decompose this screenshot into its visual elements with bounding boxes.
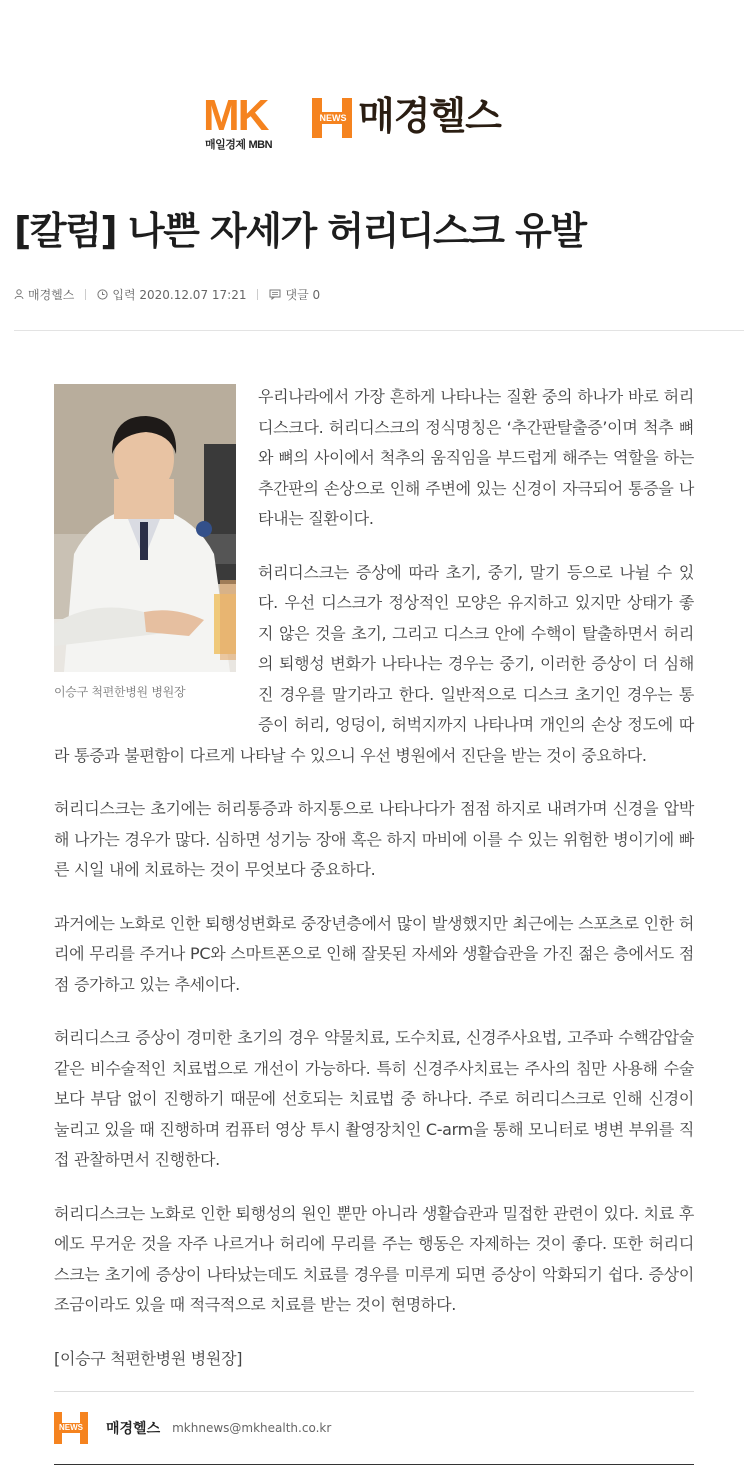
article-meta — [14, 284, 320, 304]
comment-icon — [269, 289, 281, 300]
footer-divider — [54, 1391, 694, 1392]
meta-author — [14, 286, 74, 303]
h-news-logo-icon[interactable] — [312, 98, 352, 138]
header-divider — [14, 330, 744, 331]
article-paragraph: 우리나라에서 가장 흔하게 나타나는 질환 중의 하나가 바로 허리디스크다. 허리디스크의 정식명칭은 ‘추간판탈출증’이며 척추 뼈와 뼈의 사이에서 척추의 움직임을 부드럽게 해주는 역할을 하는 추간판의 손상으로 인해 주변에 있는 신경이 자극되어 통증을 나타내는 질환이다. — [258, 387, 694, 528]
article-paragraph: 허리디스크는 증상에 따라 초기, 중기, 말기 등으로 나뉠 수 있다. 우선 디스크가 정상적인 모양은 유지하고 있지만 상태가 좋지 않은 것을 초기, 그리고 디스크 안에 수핵이 탈출하면서 허리의 퇴행성 변화가 나타나는 경우는 중기, 이러한 증상이 더 심해진 경우를 말기라고 한다. 일반적으로 디스크 초기인 경우는 통증이 허리, 엉덩이, 허벅지까지 나타나며 개인의 손상 정도에 따라 통증과 불편함이 다르게 나타날 수 있으니 우선 병원에서 진단을 받는 것이 중요하다. — [54, 562, 694, 765]
meta-date-text: 입력 2020.12.07 17:21 — [112, 287, 247, 302]
meta-date — [97, 286, 246, 303]
mk-logo[interactable] — [203, 91, 295, 152]
article-signature: [이승구 척편한병원 병원장] — [54, 1348, 243, 1368]
meta-comments[interactable] — [269, 286, 320, 303]
meta-author-text: 매경헬스 — [28, 287, 75, 302]
author-photo-figure — [54, 384, 236, 700]
user-icon — [14, 289, 24, 299]
h-logo-news-text: NEWS — [315, 112, 351, 124]
clock-icon — [97, 289, 108, 300]
meta-separator — [257, 289, 258, 300]
article-title: [칼럼] 나쁜 자세가 허리디스크 유발 — [14, 209, 586, 253]
footer-logo-text: NEWS — [56, 1423, 86, 1433]
article-paragraph: 허리디스크는 초기에는 허리통증과 하지통으로 나타나다가 점점 하지로 내려가며 신경을 압박해 나가는 경우가 많다. 심하면 성기능 장애 혹은 하지 마비에 이를 수 있는 위험한 병이기에 빠른 시일 내에 치료하는 것이 무엇보다 중요하다. — [54, 799, 694, 879]
mk-logo-letters: MK — [203, 91, 268, 140]
meta-comments-text: 댓글 0 — [285, 287, 321, 302]
footer-name: 매경헬스 — [106, 1421, 161, 1437]
site-header — [0, 92, 744, 152]
mk-logo-sub-mbn: MBN — [248, 139, 273, 151]
article-paragraph: 과거에는 노화로 인한 퇴행성변화로 중장년층에서 많이 발생했지만 최근에는 스포츠로 인한 허리에 무리를 주거나 PC와 스마트폰으로 인해 잘못된 자세와 생활습관을 가진 젊은 층에서도 점점 증가하고 있는 추세이다. — [54, 913, 694, 994]
footer-email[interactable]: mkhnews@mkhealth.co.kr — [172, 1421, 332, 1435]
mk-logo-sub — [205, 136, 272, 152]
brand-name[interactable]: 매경헬스 — [358, 94, 501, 138]
article-footer — [54, 1412, 331, 1444]
article-paragraph: 허리디스크는 노화로 인한 퇴행성의 원인 뿐만 아니라 생활습관과 밀접한 관련이 있다. 치료 후에도 무거운 것을 자주 나르거나 허리에 무리를 주는 행동은 자제하는 것이 좋다. 또한 허리디스크는 초기에 증상이 나타났는데도 치료를 경우를 미루게 되면 증상이 악화되기 쉽다. 증상이 조금이라도 있을 때 적극적으로 치료를 받는 것이 현명하다. — [54, 1203, 694, 1314]
mk-logo-sub-korean: 매일경제 — [205, 138, 246, 151]
meta-separator — [85, 289, 86, 300]
footer-bottom-line — [54, 1464, 694, 1465]
photo-caption: 이승구 척편한병원 병원장 — [54, 685, 186, 699]
author-photo[interactable] — [54, 384, 236, 672]
footer-logo-icon — [54, 1412, 88, 1444]
article-paragraph: 허리디스크 증상이 경미한 초기의 경우 약물치료, 도수치료, 신경주사요법, 고주파 수핵감압술 같은 비수술적인 치료법으로 개선이 가능하다. 특히 신경주사치료는 주사의 침만 사용해 수술보다 부담 없이 진행하기 때문에 선호되는 치료법 중 하나다. 주로 허리디스크로 인해 신경이 눌리고 있을 때 진행하며 컴퓨터 영상 투시 촬영장치인 C-arm을 통해 모니터로 병변 부위를 직접 관찰하면서 진행한다. — [54, 1028, 694, 1169]
article-body — [54, 384, 694, 1397]
